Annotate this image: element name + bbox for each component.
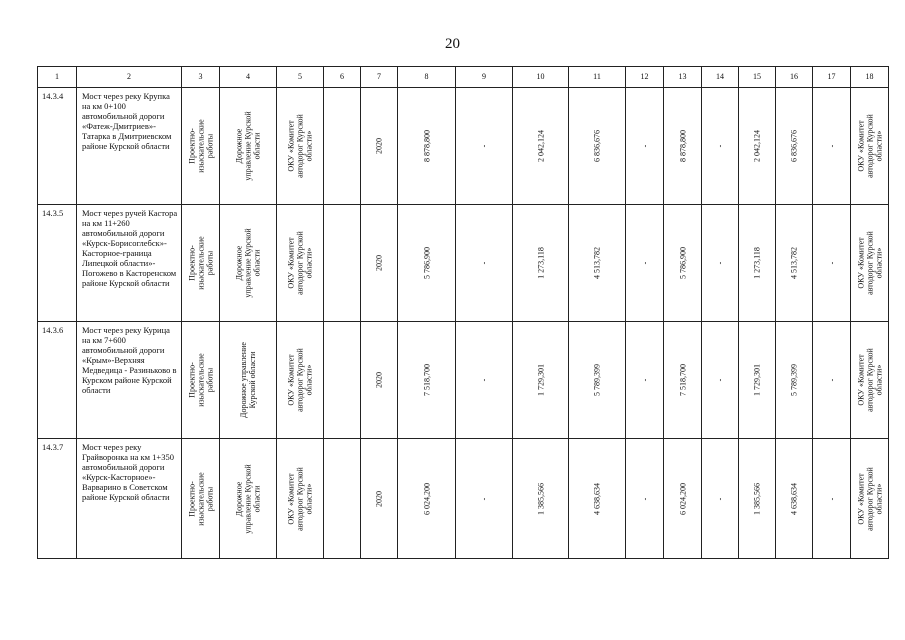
value-cell — [776, 205, 813, 322]
executor-cell-text: ОКУ «Комитет автодорог Курской области» — [856, 114, 883, 178]
year-cell-text: 2020 — [374, 490, 384, 507]
year-cell-text: 2020 — [374, 138, 384, 154]
value-cell-text: 6 836,676 — [592, 130, 602, 162]
owner-cell — [277, 205, 324, 322]
value-cell-text: 1 729,301 — [536, 364, 545, 396]
value-cell — [456, 88, 513, 205]
value-cell — [813, 322, 851, 439]
value-cell-text: 6 024,200 — [678, 482, 687, 515]
row-index-cell: 14.3.7 — [38, 439, 77, 559]
executor-cell — [851, 322, 889, 439]
page-number: 20 — [445, 36, 460, 52]
total-cost-cell-text: 7 518,700 — [422, 364, 431, 396]
work-type-cell — [182, 439, 220, 559]
total-cost-cell — [398, 205, 456, 322]
total-cost-cell-text: 8 878,800 — [422, 130, 431, 162]
value-cell — [626, 205, 664, 322]
owner-cell — [277, 439, 324, 559]
owner-cell-text: ОКУ «Комитет автодорог Курской области» — [286, 466, 314, 531]
value-cell-text: - — [827, 497, 836, 500]
column-number: 9 — [456, 67, 513, 88]
value-cell-text: 1 385,566 — [536, 482, 545, 515]
value-cell — [739, 439, 776, 559]
value-cell — [664, 322, 702, 439]
column-number: 4 — [220, 67, 277, 88]
column-number: 6 — [324, 67, 361, 88]
value-cell — [569, 322, 626, 439]
col6-cell — [324, 88, 361, 205]
value-cell-text: 5 789,399 — [592, 364, 602, 396]
customer-cell — [220, 205, 277, 322]
value-cell — [513, 322, 569, 439]
column-number: 17 — [813, 67, 851, 88]
value-cell — [776, 439, 813, 559]
value-cell-text: - — [640, 497, 649, 500]
value-cell — [569, 439, 626, 559]
value-cell-text: 1 385,566 — [752, 482, 762, 515]
project-table — [37, 66, 889, 559]
row-index-cell: 14.3.6 — [38, 322, 77, 439]
customer-cell-text: Дорожное управление Курской области — [239, 342, 257, 418]
executor-cell-text: ОКУ «Комитет автодорог Курской области» — [856, 231, 883, 295]
value-cell-text: 2 042,124 — [536, 130, 545, 162]
value-cell-text: - — [715, 261, 725, 265]
column-number: 1 — [38, 67, 77, 88]
value-cell-text: 1 273,118 — [752, 247, 762, 279]
work-type-cell — [182, 88, 220, 205]
value-cell-text: 6 836,676 — [789, 130, 799, 162]
value-cell-text: - — [640, 261, 649, 265]
column-number: 7 — [361, 67, 398, 88]
value-cell — [513, 205, 569, 322]
total-cost-cell-text: 6 024,200 — [422, 482, 431, 515]
owner-cell-text: ОКУ «Комитет автодорог Курской области» — [286, 114, 314, 178]
customer-cell-text: Дорожное управление Курской области — [234, 111, 262, 181]
total-cost-cell-text: 5 786,900 — [422, 247, 431, 279]
value-cell-text: 5 786,900 — [678, 247, 687, 279]
value-cell — [456, 322, 513, 439]
value-cell — [626, 88, 664, 205]
column-number: 16 — [776, 67, 813, 88]
value-cell-text: - — [715, 497, 725, 500]
work-type-cell-text: Проектно- изыскательские работы — [187, 471, 214, 526]
value-cell — [739, 322, 776, 439]
object-name-cell: Мост через реку Крупка на км 0+100 автомобильной дороги «Фатеж-Дмитриев»-Татарка в Дмитриевском районе Курской области — [77, 88, 182, 205]
customer-cell-text: Дорожное управление Курской области — [234, 228, 262, 298]
value-cell-text: - — [640, 144, 649, 148]
value-cell-text: 2 042,124 — [752, 130, 762, 162]
value-cell-text: 7 518,700 — [678, 364, 687, 396]
value-cell-text: 1 729,301 — [752, 364, 762, 396]
value-cell-text: 4 513,782 — [592, 247, 602, 279]
column-number: 18 — [851, 67, 889, 88]
column-number: 2 — [77, 67, 182, 88]
value-cell-text: - — [479, 497, 489, 500]
value-cell-text: 1 273,118 — [536, 247, 545, 279]
value-cell — [569, 88, 626, 205]
value-cell — [702, 88, 739, 205]
row-index-cell: 14.3.5 — [38, 205, 77, 322]
value-cell-text: 5 789,399 — [789, 364, 799, 396]
column-number: 3 — [182, 67, 220, 88]
object-name-cell: Мост через реку Грайворонка на км 1+350 автомобильной дороги «Курск-Касторное»-Варварино в Советском районе Курской области — [77, 439, 182, 559]
table-row — [38, 205, 889, 322]
column-number: 11 — [569, 67, 626, 88]
value-cell — [626, 322, 664, 439]
value-cell — [664, 439, 702, 559]
value-cell — [626, 439, 664, 559]
table-row — [38, 439, 889, 559]
value-cell — [776, 322, 813, 439]
column-number: 15 — [739, 67, 776, 88]
total-cost-cell — [398, 439, 456, 559]
owner-cell — [277, 88, 324, 205]
value-cell-text: - — [640, 378, 649, 382]
owner-cell-text: ОКУ «Комитет автодорог Курской области» — [286, 348, 314, 412]
year-cell — [361, 205, 398, 322]
column-number: 8 — [398, 67, 456, 88]
value-cell-text: - — [479, 378, 489, 382]
work-type-cell-text: Проектно- изыскательские работы — [187, 236, 214, 290]
value-cell — [702, 322, 739, 439]
customer-cell — [220, 439, 277, 559]
value-cell — [702, 205, 739, 322]
customer-cell — [220, 322, 277, 439]
value-cell — [513, 88, 569, 205]
work-type-cell — [182, 205, 220, 322]
column-number: 10 — [513, 67, 569, 88]
table-row — [38, 88, 889, 205]
executor-cell-text: ОКУ «Комитет автодорог Курской области» — [856, 348, 883, 412]
header-row — [38, 67, 889, 88]
table-row — [38, 322, 889, 439]
value-cell-text: - — [715, 378, 725, 382]
column-number: 12 — [626, 67, 664, 88]
value-cell — [456, 439, 513, 559]
column-number: 14 — [702, 67, 739, 88]
value-cell — [813, 205, 851, 322]
owner-cell — [277, 322, 324, 439]
value-cell — [813, 439, 851, 559]
year-cell-text: 2020 — [374, 255, 384, 271]
owner-cell-text: ОКУ «Комитет автодорог Курской области» — [286, 231, 314, 295]
value-cell-text: - — [479, 144, 489, 148]
column-number: 5 — [277, 67, 324, 88]
value-cell — [739, 205, 776, 322]
executor-cell-text: ОКУ «Комитет автодорог Курской области» — [856, 466, 883, 531]
work-type-cell — [182, 322, 220, 439]
row-index-cell: 14.3.4 — [38, 88, 77, 205]
year-cell — [361, 439, 398, 559]
work-type-cell-text: Проектно- изыскательские работы — [187, 353, 214, 407]
value-cell — [813, 88, 851, 205]
col6-cell — [324, 205, 361, 322]
value-cell-text: - — [827, 261, 836, 265]
value-cell — [664, 205, 702, 322]
object-name-cell: Мост через ручей Кастора на км 11+260 автомобильной дороги «Курск-Борисоглебск»-Касторное-граница Липецкой области»-Погожево в Касторенском районе Курской области — [77, 205, 182, 322]
total-cost-cell — [398, 88, 456, 205]
value-cell-text: 4 638,634 — [592, 482, 602, 515]
customer-cell — [220, 88, 277, 205]
column-number: 13 — [664, 67, 702, 88]
value-cell — [739, 88, 776, 205]
year-cell — [361, 88, 398, 205]
object-name-cell: Мост через реку Курица на км 7+600 автомобильной дороги «Крым»-Верхняя Медведица - Разиньково в Курском районе Курской области — [77, 322, 182, 439]
value-cell-text: 8 878,800 — [678, 130, 687, 162]
value-cell — [702, 439, 739, 559]
value-cell-text: - — [827, 144, 836, 148]
col6-cell — [324, 439, 361, 559]
total-cost-cell — [398, 322, 456, 439]
value-cell — [456, 205, 513, 322]
year-cell-text: 2020 — [374, 372, 384, 388]
executor-cell — [851, 88, 889, 205]
col6-cell — [324, 322, 361, 439]
value-cell-text: - — [479, 261, 489, 265]
value-cell — [513, 439, 569, 559]
work-type-cell-text: Проектно- изыскательские работы — [187, 119, 214, 173]
executor-cell — [851, 205, 889, 322]
executor-cell — [851, 439, 889, 559]
year-cell — [361, 322, 398, 439]
customer-cell-text: Дорожное управление Курской области — [234, 463, 262, 534]
value-cell — [776, 88, 813, 205]
value-cell-text: 4 513,782 — [789, 247, 799, 279]
value-cell-text: - — [715, 144, 725, 148]
value-cell — [664, 88, 702, 205]
value-cell-text: 4 638,634 — [789, 482, 799, 515]
value-cell-text: - — [827, 378, 836, 382]
value-cell — [569, 205, 626, 322]
